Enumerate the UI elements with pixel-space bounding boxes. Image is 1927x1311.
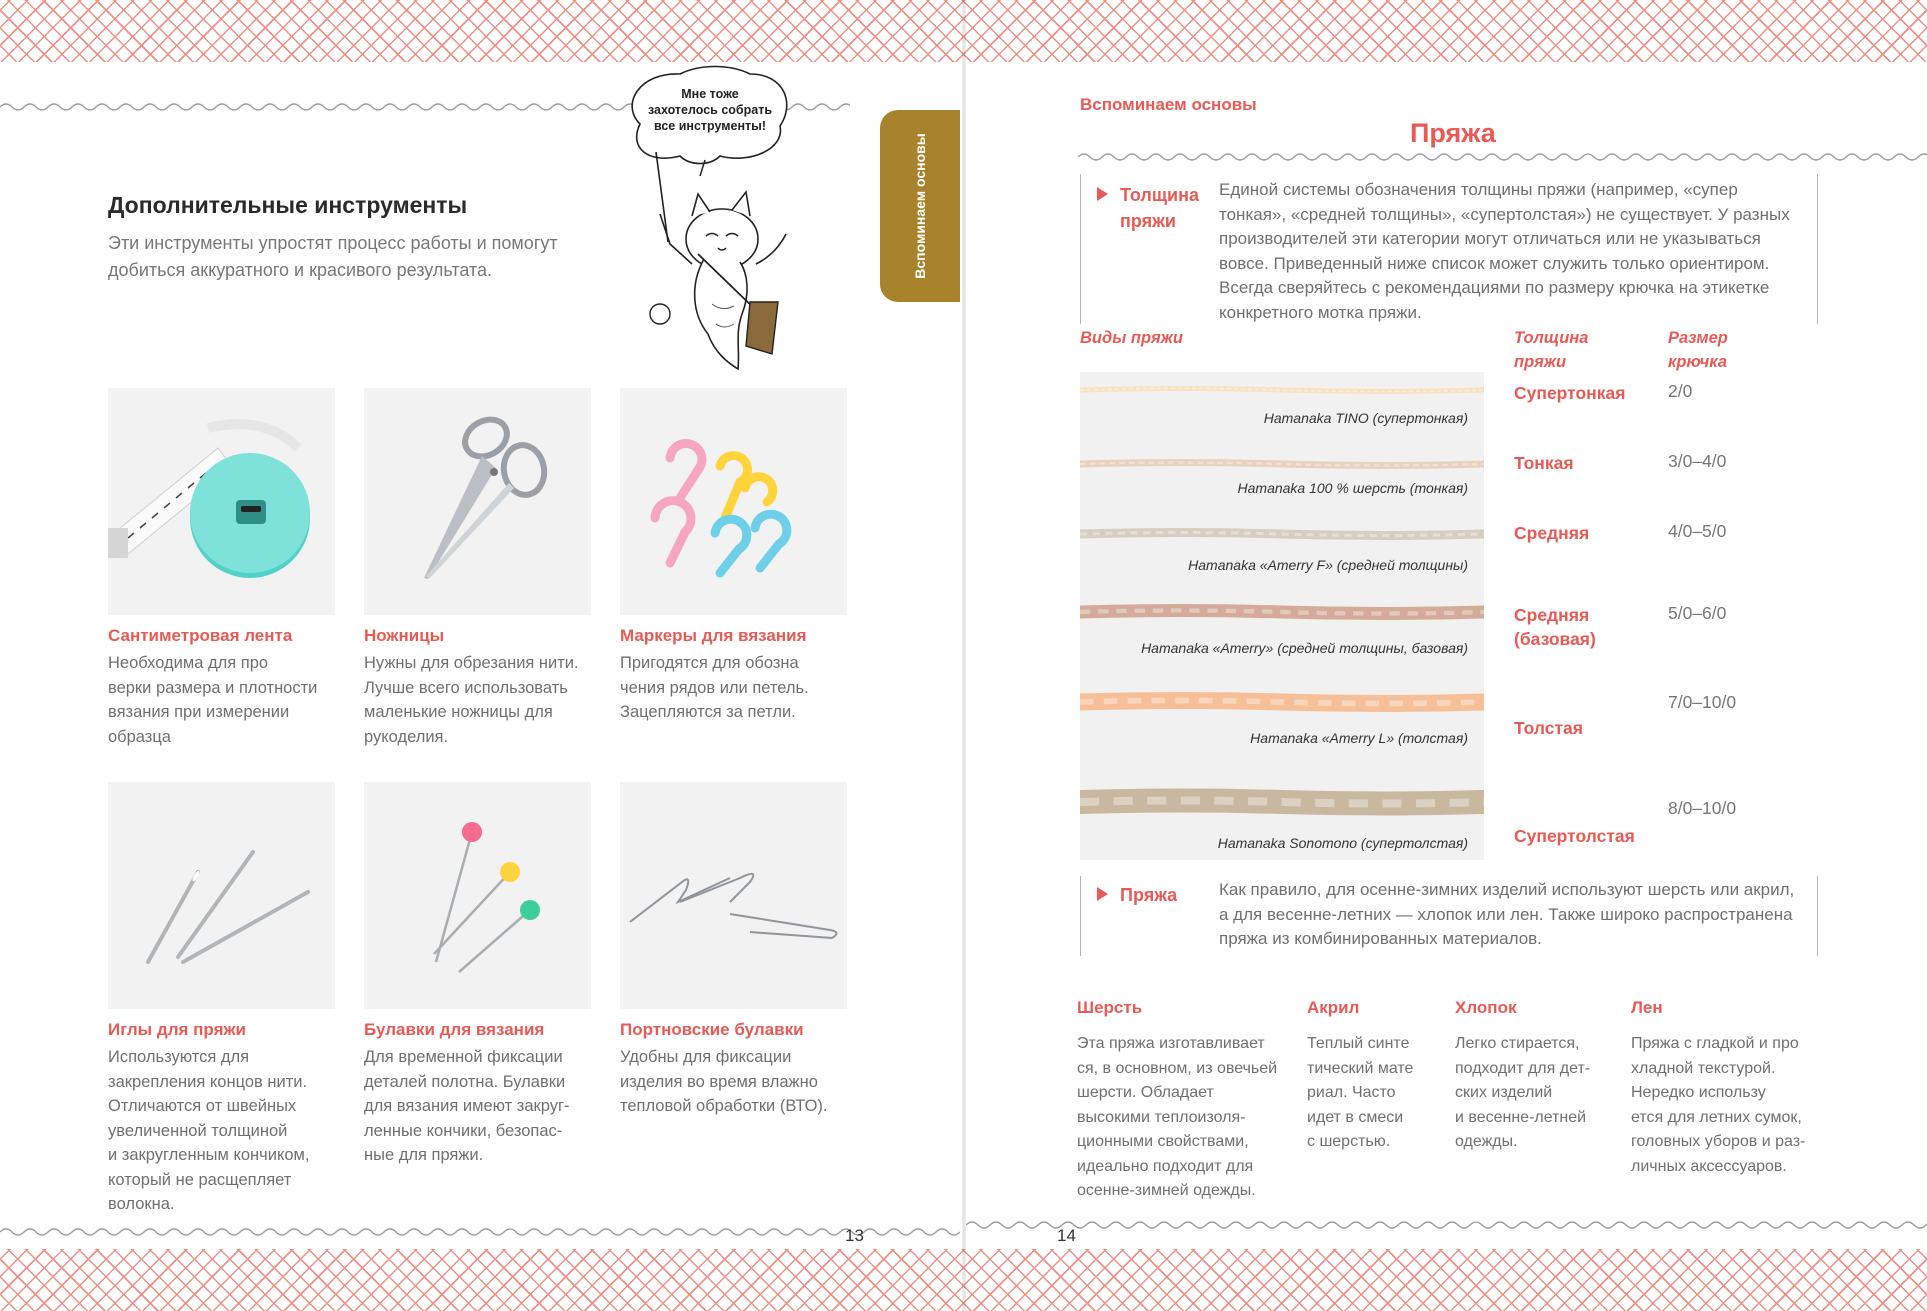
stitch-markers-icon [620,388,847,615]
yarn-text: Как правило, для осенне-зимних изделий используют шерсть или акрил, а для весенне-летних — хлопок или лен. Также широко распространена пряжа из комбинированных материалов. [1219,880,1795,948]
thickness-rule-right [1817,174,1818,324]
page-gutter [962,0,966,1311]
tool-desc-stitch-markers: Пригодятся для обозна чения рядов или петель. Зацепляются за петли. [620,654,809,721]
tailor-pins-photo [620,782,847,1009]
fiber-desc-cotton: Легко стирается, подходит для дет- ских изделий и весенне-летней одежды. [1455,1035,1591,1150]
yarn-samples-photo [1080,372,1484,860]
fiber-title-wool: Шерсть [1077,998,1143,1017]
yarn-needles-icon [108,782,335,1009]
stitch-markers-photo [620,388,847,615]
yarn-rule-right [1817,876,1818,956]
thickness-text: Единой системы обозначения толщины пряжи (например, «супер тонкая», «средней толщины», «супертолстая») не существует. У разных производителей эти категории могут отличаться или не указываться вовсе. Приведенный ниже список может служить только ориентиром. Всегда сверяйтесь с рекомендациями по размеру крючка на этикетке конкретного мотка пряжи. [1219,180,1790,322]
tool-title-stitch-markers: Маркеры для вязания [620,626,807,645]
yarn-caption: Hamanaka «Amerry L» (толстая) [1250,730,1468,746]
yarn-rule-left [1080,876,1081,956]
tool-desc-knitting-pins: Для временной фиксации деталей полотна. Булавки для вязания имеют закруг- ленные кончики, безопас- ные для пряжи. [364,1048,570,1164]
tool-title-tape-measure: Сантиметровая лента [108,626,293,645]
yarn-needles-photo [108,782,335,1009]
side-tab [880,110,960,302]
tool-desc-scissors: Нужны для обрезания нити. Лучше всего использовать маленькие ножницы для рукоделия. [364,654,579,746]
triangle-icon [1097,887,1108,901]
hook-size-value: 5/0–6/0 [1668,603,1727,623]
yarn-strands [1080,372,1484,860]
yarn-caption: Hamanaka 100 % шерсть (тонкая) [1237,480,1468,496]
fiber-title-cotton: Хлопок [1455,998,1517,1017]
knitting-pins-icon [364,782,591,1009]
tape-measure-photo [108,388,335,615]
yarn-caption: Hamanaka TINO (супертонкая) [1263,410,1468,426]
section-title: Дополнительные инструменты [108,192,468,218]
column-hook-header: Размер крючка [1668,329,1728,371]
fiber-title-acrylic: Акрил [1307,998,1360,1017]
yarn-twist [1080,701,1484,704]
tool-desc-tape-measure: Необходима для про верки размера и плотности вязания при измерении образца [108,654,318,746]
tool-desc-yarn-needles: Используются для закрепления концов нити. Отличаются от швейных увеличенной толщиной и закругленным кончиком, который не расщепляет волокна. [108,1048,310,1213]
hook-size-value: 8/0–10/0 [1668,798,1737,818]
section-intro: Эти инструменты упростят процесс работы и помогут добиться аккуратного и красивого результата. [108,233,558,280]
tool-title-yarn-needles: Иглы для пряжи [108,1020,247,1039]
thickness-label [1097,182,1217,234]
column-thickness-header: Толщина пряжи [1514,329,1589,371]
yarn-label-text: Пряжа [1120,885,1178,905]
right-top-wavy-rule [1078,150,1927,164]
tape-measure-icon [108,388,335,615]
tool-desc-tailor-pins: Удобны для фиксации изделия во время влажно тепловой обработки (ВТО). [620,1048,828,1115]
thickness-value: Средняя (базовая) [1514,605,1596,649]
hook-size-value: 2/0 [1668,381,1693,401]
hook-size-value: 3/0–4/0 [1668,451,1727,471]
hook-size-value: 7/0–10/0 [1668,692,1737,712]
speech-bubble-text: Мне тоже захотелось собрать все инструменты! [647,87,773,133]
thickness-rule-left [1080,174,1081,324]
side-tab-label: Вспоминаем основы [912,133,928,279]
scissors-icon [364,388,591,615]
left-bottom-wavy-rule [0,1225,960,1239]
tool-title-tailor-pins: Портновские булавки [620,1020,804,1039]
right-bottom-wavy-rule [966,1218,1927,1232]
tool-title-scissors: Ножницы [364,626,445,645]
thickness-value: Тонкая [1514,453,1574,473]
yarn-caption: Hamanaka «Amerry F» (средней толщины) [1188,557,1468,573]
thickness-value: Супертонкая [1514,383,1626,403]
fiber-desc-wool: Эта пряжа изготавливает ся, в основном, из овечьей шерсти. Обладает высокими теплоизоля- ционными свойствами, идеально подходит для осенне-зимней одежды. [1077,1035,1278,1199]
fiber-desc-linen: Пряжа с гладкой и про хладной текстурой. Нередко использу ется для летних сумок, головных уборов и раз- личных аксессуаров. [1631,1035,1806,1175]
hook-size-value: 4/0–5/0 [1668,521,1727,541]
triangle-icon [1097,187,1108,201]
yarn-caption: Hamanaka «Amerry» (средней толщины, базовая) [1141,640,1468,656]
scissors-photo [364,388,591,615]
tool-title-knitting-pins: Булавки для вязания [364,1020,545,1039]
yarn-types-label: Виды пряжи [1080,329,1183,347]
yarn-caption: Hamanaka Sonomono (супертолстая) [1217,835,1468,851]
page-number-right: 14 [1057,1226,1076,1245]
thickness-label-text: Толщина пряжи [1120,185,1199,231]
fiber-title-linen: Лен [1631,998,1663,1017]
yarn-label [1097,882,1177,908]
fiber-desc-acrylic: Теплый синте тический мате риал. Часто идет в смеси с шерстью. [1307,1035,1414,1150]
page-title: Пряжа [1410,118,1496,148]
thickness-value: Супертолстая [1514,826,1635,846]
section-kicker: Вспоминаем основы [1080,95,1257,114]
page-number-left: 13 [845,1226,864,1245]
thickness-value: Толстая [1514,718,1583,738]
knitting-pins-photo [364,782,591,1009]
tailor-pins-icon [620,782,847,1009]
thickness-value: Средняя [1514,523,1590,543]
